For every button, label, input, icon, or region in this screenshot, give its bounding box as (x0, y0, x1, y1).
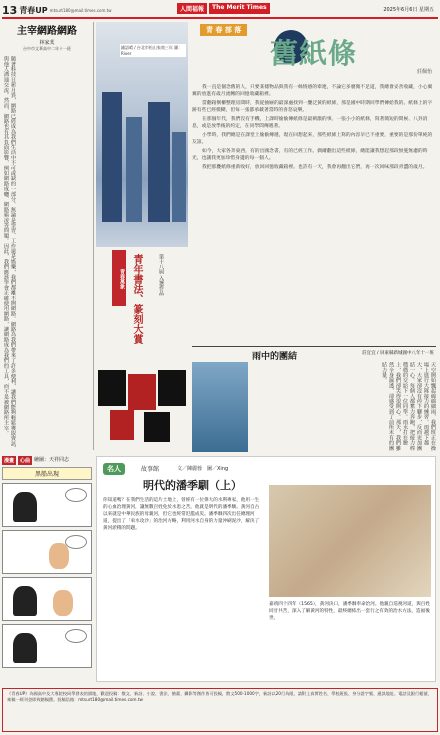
story-label-2: 故事館 (141, 466, 160, 473)
comic-title: 黑船出現 (2, 467, 92, 480)
story-illustration (269, 485, 431, 597)
rain-story-header (192, 346, 436, 360)
page-number: 13 (2, 3, 18, 17)
story-text-2: 嘉靖四十四年（1565），黃河決口，潘季馴奉命治河。他親自巡視河道，與百姓同甘共苦，深入了解黃河的特性，最終總結出一套行之有效的治水方法，造福後世。 (269, 602, 430, 621)
comic-credit: 繪圖：天祥同志 (34, 457, 70, 463)
seal-stamp-image (144, 412, 170, 442)
character-figure (13, 586, 37, 616)
column-divider (93, 22, 94, 450)
comic-panel (2, 577, 92, 621)
feature-paragraph: 如今，大家各奔東西，有的出國念書，有的已經工作。偶爾翻出這些紙條，總能讓我想起那段無憂無慮的時光，也讓我更加珍惜身邊的每一個人。 (192, 149, 428, 161)
building-shape (148, 102, 170, 222)
feature-headline: 舊紙條 (270, 37, 358, 70)
feature-banner (190, 22, 436, 82)
character-figure (49, 543, 69, 569)
story-text: 你知道嗎？在我們生活的這片土地上，曾經有一位偉大的水利專家，他用一生的心血治理黃河，讓無數百姓免於水患之苦。他就是明代的潘季馴。黃河自古以來就是中華民族的母親河，但它也經常氾濫成災。潘季馴四次出任總理河道，提出了「束水攻沙」的治河方略，利用河水自身的力量沖刷泥沙，解決了黃河淤積的問題。 (103, 498, 260, 531)
art-caption: 鍾語晴 / 台北市松山家商三年 圖：River (120, 44, 186, 57)
section-email[interactable]: mtsurt180@mail.times.com.tw (49, 7, 112, 13)
comic-panel (2, 624, 92, 668)
logo-english: The Merit Times (209, 3, 270, 14)
page-header (2, 3, 438, 17)
seal-stamp-image (158, 370, 186, 406)
left-story-body: 隨著科技日新月異，網路已經成為我們生活中不可或缺的一部分。無論是學習、工作還是娛樂，我們都離不開網路。網路為我們帶來了許多便利，讓我們能夠輕鬆獲取資訊、與他人溝通交流。然而，網路也有其負面影響，例如網路成癮、網路霸凌等問題。因此，我們應該學會正確使用網路，讓網路成為我們的工具，而不是被網路所主宰。 (3, 56, 16, 452)
feature-paragraph: 當翻箱倒櫃整理房間時，我從抽屜的最深處找到一疊泛黃的紙條，那是國中時期同學們傳給我的。紙條上的字跡有些已經模糊，但每一張都承載著當時的喜怒哀樂。 (192, 101, 433, 113)
speech-bubble (65, 488, 87, 502)
seal-label: 青春萬象 (112, 250, 126, 306)
section-name: 青春UP (19, 5, 48, 15)
character-figure (13, 633, 37, 663)
feature-body (192, 84, 436, 339)
comic-panel (2, 483, 92, 527)
issue-date: 2025年6月6日 星期五 (383, 7, 434, 13)
comic-strip (2, 456, 92, 682)
celebrity-story (96, 456, 436, 682)
story-label: 名人 (103, 463, 125, 475)
section-tag: 青 春 部 落 (200, 24, 247, 36)
rain-story-body: 天空開始飄起綿綿細雨，我們班正在操場上進行大隊接力的練習。雨越下越大，大家卻沒有停下腳步，反而更加團結一心。每個人都奮力奔跑，把接力棒穩穩的交給下一位同學。雨水打在臉上，我們卻笑得很開心。那天，我們雖然全身濕透，卻感受到了前所未有的團結力量。 (381, 362, 436, 451)
logo-chinese: 人間福報 (177, 3, 207, 14)
left-story-school: 台中市文華高中二年十一班 (23, 46, 71, 51)
left-story (2, 22, 92, 452)
feature-paragraph: 我把那疊紙條重新收好，放回回憶收藏箱裡。也許有一天，我會再翻出它們，再一次回味那段青澀的歲月。 (202, 165, 428, 170)
building-shape (126, 117, 142, 222)
left-story-author: 林家萁 (39, 40, 55, 46)
character-figure (53, 590, 73, 616)
character-figure (13, 492, 37, 522)
seal-stamp-image (128, 374, 156, 410)
rain-story-title: 雨中的團結 (252, 352, 298, 362)
comic-label: 漫畫 (4, 458, 15, 464)
seal-title: 青年書法、篆刻大賞 (131, 254, 142, 344)
submission-notice: 《青春UP》為國高中及大專院校同學發表的園地，歡迎投稿：散文、新詩、小說、書法、繪畫、攝影等創作皆可投稿，散文500-1000字，新詩以20行為限，請附上真實姓名、學校班級、身分證字號、通訊地址、電話及銀行帳號，來稿一經刊登即致贈稿費。投稿信箱：mtsurt180@mail.times.com.tw (2, 688, 438, 732)
story-author: 文／陳麗蓉 圖／Xing (177, 466, 229, 472)
feature-paragraph: 在那個年代，我們沒有手機，上課時偷偷傳紙條是最刺激的事。一張小小的紙條，寫著簡短的問候、八卦消息，或是放學後的約定，在同學間傳遞著。 (192, 117, 428, 129)
speech-bubble (65, 629, 87, 643)
art-illustration (96, 22, 188, 247)
header-rule (2, 17, 438, 19)
building-shape (172, 132, 186, 222)
speech-bubble (65, 535, 87, 549)
comic-labels (2, 456, 92, 465)
rain-story-author: 莊宜宜 / 屏東縣新城國中八年十一班 (362, 351, 434, 356)
seal-stamp-image (110, 410, 134, 440)
seal-stamp-image (98, 370, 126, 406)
comic-panel (2, 530, 92, 574)
calligraphy-section (96, 250, 188, 450)
masthead-logo (177, 3, 270, 14)
left-story-title: 主宰網路網路 (17, 26, 77, 37)
seal-subtitle: 第十八屆 入選作品 (158, 254, 164, 296)
feature-byline: 莊佩怡 (416, 69, 432, 75)
feature-paragraph: 我一直是個念舊的人，只要某樣物品與我有一絲情感的牽連，不論它多麼微不足道，我總會妥善收藏，小心翼翼的放進有歲月流轉的回憶收藏箱裡。 (192, 85, 433, 97)
story-title: 明代的潘季馴（上） (143, 479, 242, 492)
building-shape (102, 92, 122, 222)
rain-story (192, 362, 436, 454)
rain-illustration (192, 362, 248, 452)
feature-paragraph: 小學時，我們總是在課堂上偷偷傳遞，現在回想起來，那些紙條上寫的內容早已不重要，重要的是那份單純的友誼。 (192, 133, 433, 145)
comic-label-side: 心曲 (20, 458, 31, 464)
